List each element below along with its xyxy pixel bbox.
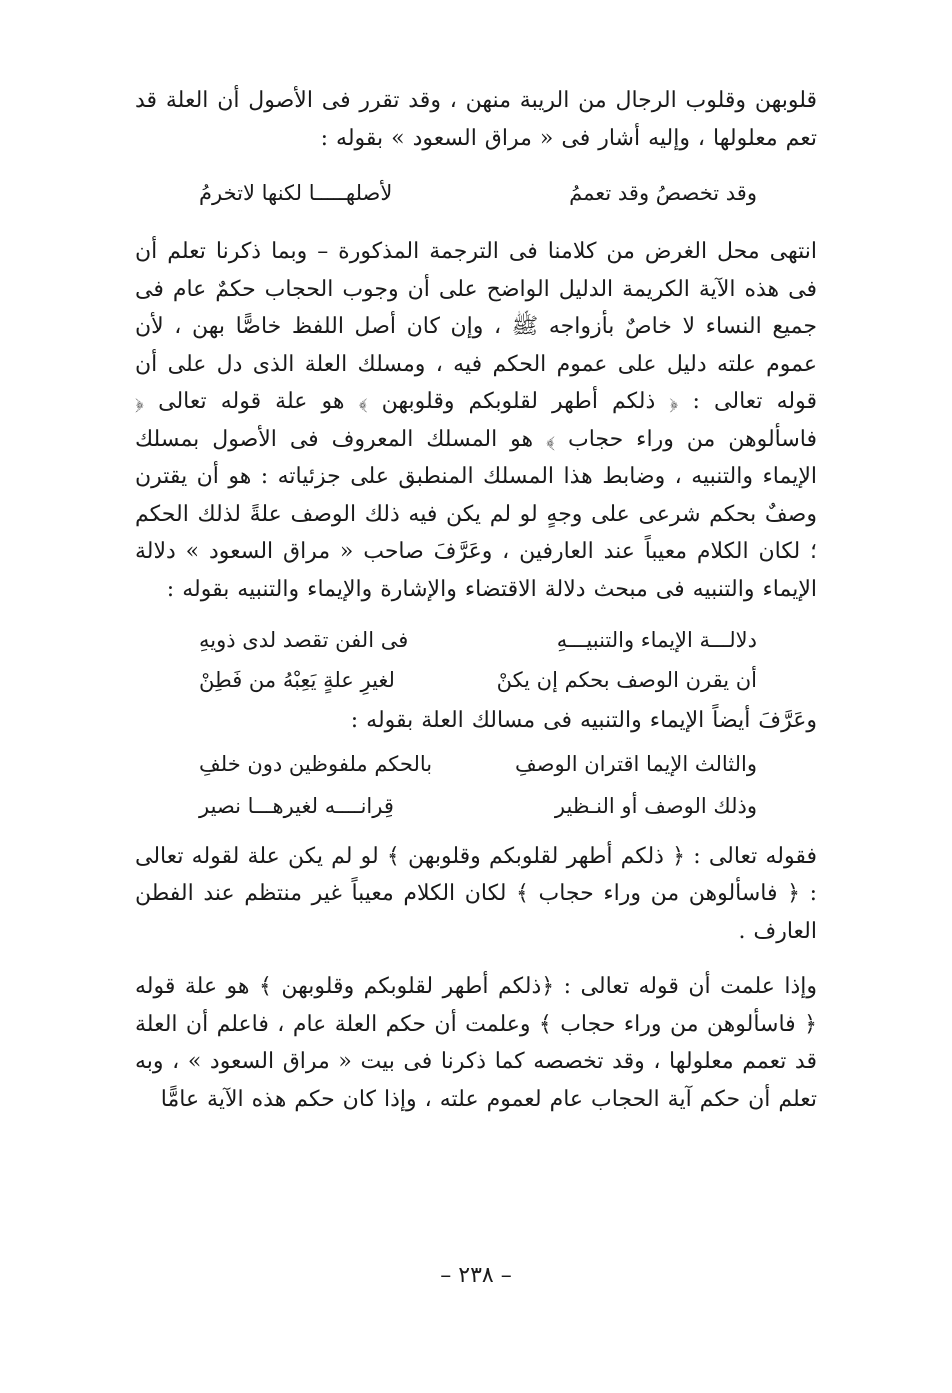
verse-2a-second-hemistich: فى الفن تقصد لدى ذويهِ	[199, 628, 409, 652]
paragraph-gap	[135, 950, 817, 968]
paragraph-3: وعَرَّفَ أيضاً الإيماء والتنبيه فى مسالك العلة بقوله :	[350, 708, 817, 733]
paragraph-1: قلوبهن وقلوب الرجال من الريبة منهن ، وقد تقرر فى الأصول أن العلة قد تعم معلولها ، وإليه أشار فى « مراق السعود » بقوله :	[135, 88, 817, 151]
page-body	[135, 82, 817, 1118]
verse-2b-second-hemistich: لغيرِ علةٍ يَعِبْهُ من فَطِنْ	[199, 668, 395, 692]
paragraph-5: وإذا علمت أن قوله تعالى : ﴿ذلكم أطهر لقلوبكم وقلوبهن ﴾ هو علة قوله ﴿ فاسألوهن من وراء حجاب ﴾ وعلمت أن حكم العلة عام ، فاعلم أن العلة قد تعمم معلولها ، وقد تخصصه كما ذكرنا فى بيت « مراق السعود » ، وبه تعلم أن حكم آية الحجاب عام لعموم علته ، وإذا كان حكم هذه الآية عامًّا	[135, 974, 817, 1112]
verse-3b-first-hemistich: وذلك الوصف أو النـظير	[554, 793, 757, 818]
verse-2b	[135, 662, 817, 698]
verse-1	[135, 175, 817, 211]
page-number: – ٢٣٨ –	[440, 1263, 512, 1288]
paragraph-4: فقوله تعالى : ﴿ ذلكم أطهر لقلوبكم وقلوبهن ﴾ لو لم يكن علة لقوله تعالى : ﴿ فاسألوهن من وراء حجاب ﴾ لكان الكلام معيباً غير منتظم عند الفطن العارف .	[135, 843, 817, 944]
verse-3b	[135, 788, 817, 824]
verse-2a-first-hemistich: دلالـــة الإيماء والتنبيـــهِ	[556, 628, 757, 652]
verse-3b-second-hemistich: قِرانــــه لغيرهـــا نصير	[199, 793, 394, 818]
verse-1-second-hemistich: لأصلهـــــا لكنها لاتخرمُ	[199, 181, 393, 205]
paragraph-2: انتهى محل الغرض من كلامنا فى الترجمة المذكورة – وبما ذكرنا تعلم أن فى هذه الآية الكريمة الدليل الواضح على أن وجوب الحجاب حكمٌ عام فى جميع النساء لا خاصٌ بأزواجه ﷺ ، وإن كان أصل اللفظ خاصًّا بهن ، لأن عموم علته دليل على عموم الحكم فيه ، ومسلك العلة الذى دل على أن قوله تعالى : ﴿ ذلكم أطهر لقلوبكم وقلوبهن ﴾ هو علة قوله تعالى ﴿ فاسألوهن من وراء حجاب ﴾ هو المسلك المعروف فى الأصول بمسلك الإيماء والتنبيه ، وضابط هذا المسلك المنطبق على جزئياته : هو أن يقترن وصفٌ بحكم شرعى على وجهٍ لو لم يكن فيه ذلك الوصف علةً لذلك الحكم ؛ لكان الكلام معيباً عند العارفين ، وعَرَّفَ صاحب « مراق السعود » دلالة الإيماء والتنبيه فى مبحث دلالة الاقتضاء والإشارة والإيماء والتنبيه بقوله :	[135, 239, 817, 602]
verse-3a-first-hemistich: والثالث الإيما اقتران الوصفِ	[514, 751, 757, 776]
verse-1-first-hemistich: وقد تخصصُ وقد تعممُ	[569, 181, 757, 205]
verse-2a	[135, 622, 817, 658]
verse-2b-first-hemistich: أن يقرن الوصف بحكم إن يكنْ	[496, 668, 757, 692]
verse-3a-second-hemistich: بالحكم ملفوظين دون خلفِ	[199, 751, 433, 776]
verse-3a	[135, 746, 817, 782]
